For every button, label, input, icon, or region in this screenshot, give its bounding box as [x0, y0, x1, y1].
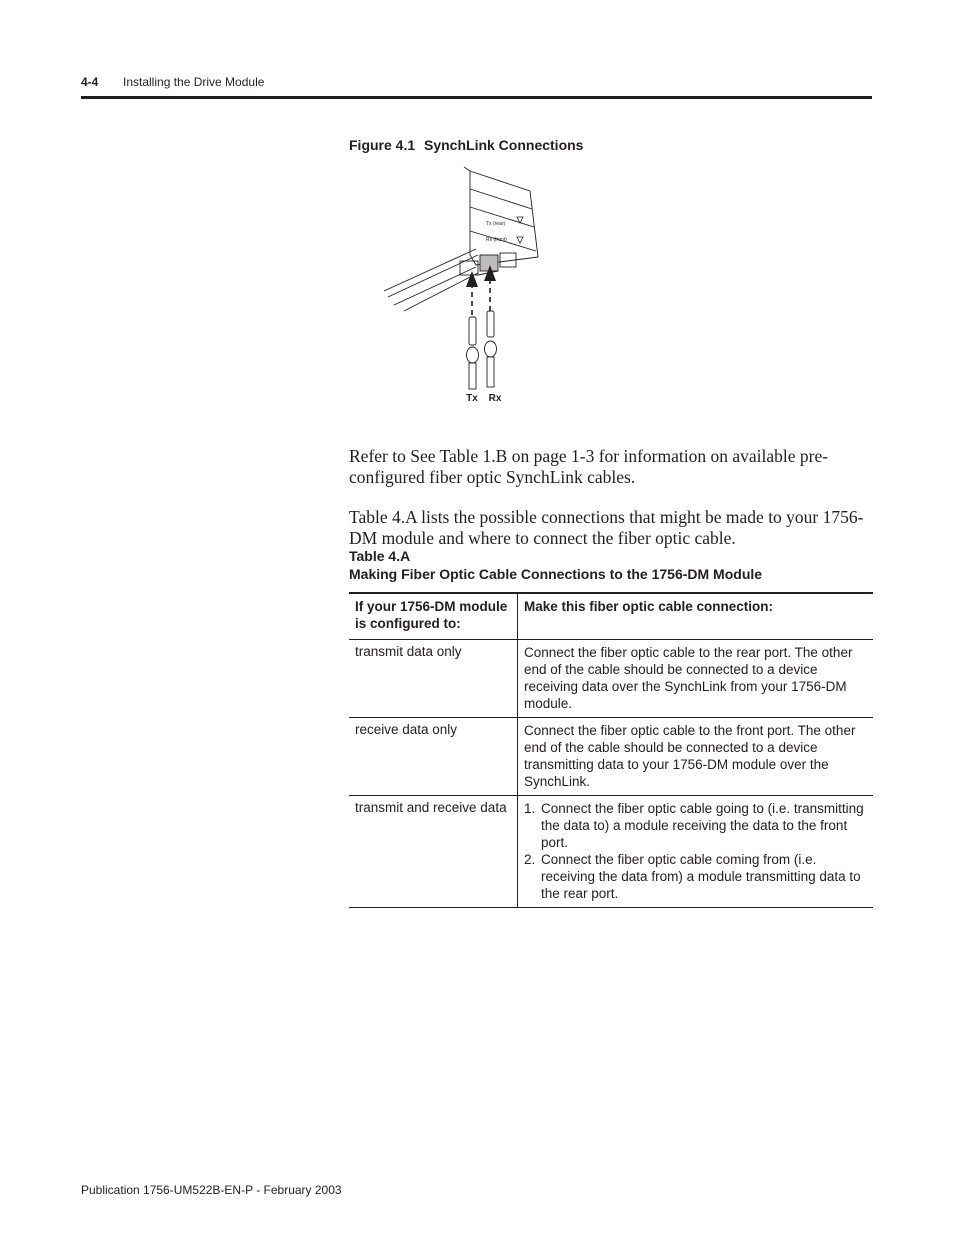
tx-port-label: Tx (rear) — [486, 221, 506, 227]
page-number: 4-4 — [81, 75, 99, 89]
step-text: Connect the fiber optic cable going to (i.e. transmitting the data to) a module receiving the data to the front port. — [541, 801, 864, 850]
page-header — [81, 75, 872, 97]
connection-steps-list — [524, 800, 867, 902]
table-caption — [349, 547, 762, 583]
table-row — [349, 640, 873, 718]
publication-footer: Publication 1756-UM522B-EN-P - February 2003 — [81, 1183, 342, 1197]
figure-number: Figure 4.1 — [349, 137, 416, 153]
figure-title: SynchLink Connections — [424, 137, 584, 153]
header-rule — [81, 96, 872, 99]
list-item — [524, 851, 867, 902]
connection-cell: Connect the fiber optic cable to the front port. The other end of the cable should be connected to a device transmitting data to your 1756-DM module over the SynchLink. — [518, 718, 874, 796]
synchlink-connections-illustration — [380, 165, 550, 405]
list-item — [524, 800, 867, 851]
paragraph-cable-reference: Refer to See Table 1.B on page 1-3 for information on available pre-configured fiber optic SynchLink cables. — [349, 445, 829, 487]
section-title: Installing the Drive Module — [123, 75, 265, 89]
table-row — [349, 718, 873, 796]
figure-caption — [349, 137, 583, 153]
step-text: Connect the fiber optic cable coming from (i.e. receiving the data from) a module transmitting data to the rear port. — [541, 852, 861, 901]
tx-cable-label: Tx — [466, 393, 478, 404]
config-cell: receive data only — [349, 718, 518, 796]
step-number: 2. — [524, 852, 536, 867]
connection-cell: Connect the fiber optic cable to the rear port. The other end of the cable should be connected to a device receiving data over the SynchLink from your 1756-DM module. — [518, 640, 874, 718]
column-header-configuration: If your 1756-DM module is configured to: — [349, 593, 518, 640]
connection-cell — [518, 796, 874, 908]
rx-cable-label: Rx — [488, 393, 502, 404]
column-header-connection: Make this fiber optic cable connection: — [518, 593, 874, 640]
connections-table — [349, 592, 873, 908]
table-number: Table 4.A — [349, 548, 411, 564]
paragraph-table-intro: Table 4.A lists the possible connections that might be made to your 1756-DM module and where to connect the fiber optic cable. — [349, 506, 864, 548]
config-cell: transmit data only — [349, 640, 518, 718]
rx-port-label: Rx (front) — [486, 237, 507, 243]
table-title: Making Fiber Optic Cable Connections to the 1756-DM Module — [349, 566, 763, 582]
config-cell: transmit and receive data — [349, 796, 518, 908]
table-row — [349, 796, 873, 908]
step-number: 1. — [524, 801, 536, 816]
table-header-row — [349, 593, 873, 640]
